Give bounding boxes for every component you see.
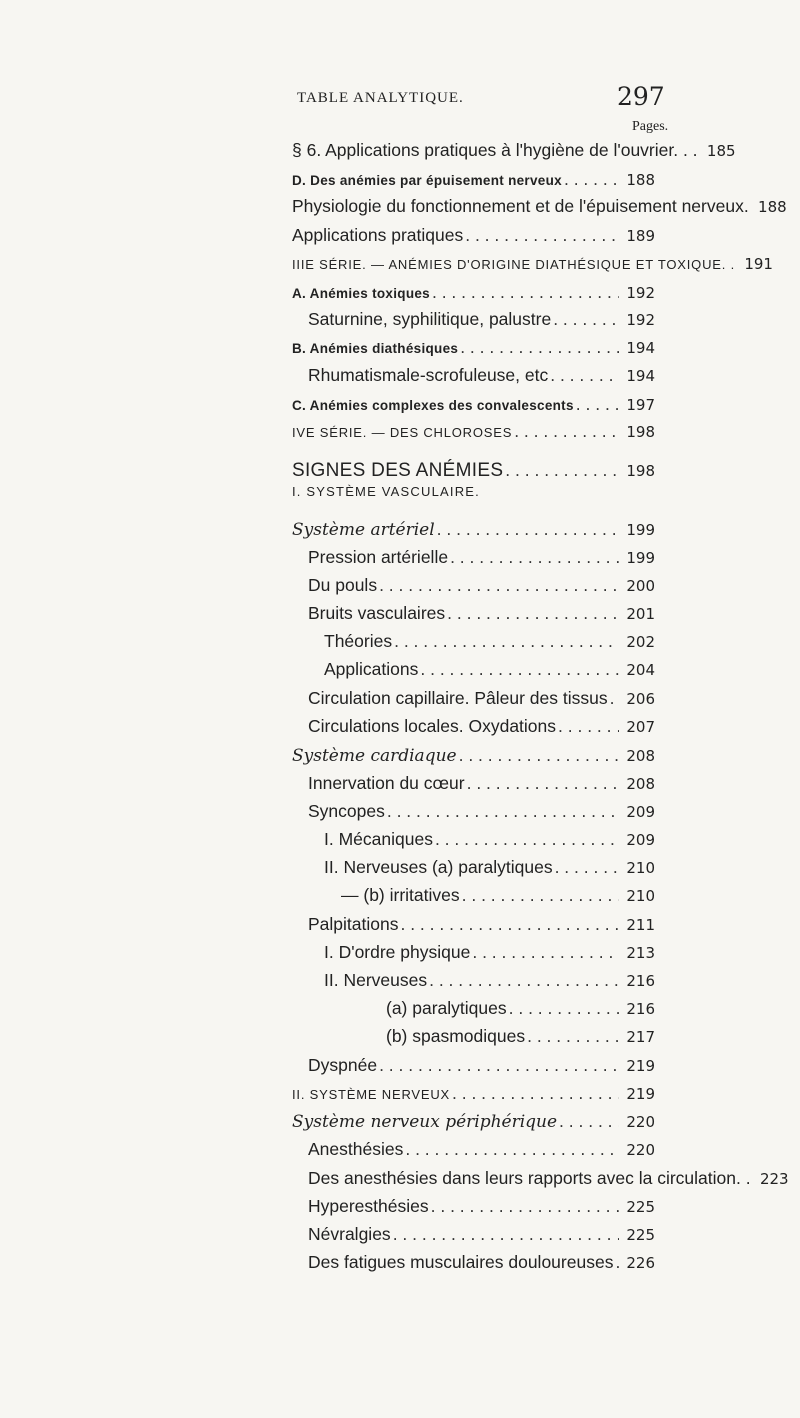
toc-entry-page: 192 xyxy=(626,284,655,302)
toc-entry-page: 192 xyxy=(626,311,655,329)
toc-entry-title: § 6. Applications pratiques à l'hygiène de l'ouvrier. . . xyxy=(292,140,698,160)
toc-entry-page: 189 xyxy=(626,227,655,245)
toc-entry-page: 226 xyxy=(626,1254,655,1272)
toc-entry-page: 188 xyxy=(626,171,655,189)
toc-entry xyxy=(292,196,787,217)
dot-leader xyxy=(550,365,619,386)
toc-entry-page: 199 xyxy=(626,521,655,539)
dot-leader xyxy=(379,1055,619,1076)
toc-entry-title: Circulation capillaire. Pâleur des tissus xyxy=(308,688,608,708)
toc-entry-title: II. Nerveuses (a) paralytiques xyxy=(324,857,553,877)
dot-leader xyxy=(472,942,619,963)
toc-entry xyxy=(308,1196,655,1217)
toc-entry-title: SIGNES DES ANÉMIES xyxy=(292,460,504,481)
dot-leader xyxy=(462,885,619,906)
toc-entry xyxy=(292,460,655,482)
toc-entry xyxy=(292,140,736,161)
toc-entry-title: Anesthésies xyxy=(308,1139,404,1159)
toc-entry xyxy=(292,745,655,766)
toc-entry-title: Syncopes xyxy=(308,801,385,821)
toc-entry xyxy=(308,365,655,386)
toc-entry xyxy=(308,1224,655,1245)
dot-leader xyxy=(452,1083,619,1104)
toc-entry xyxy=(292,519,655,540)
toc-entry xyxy=(308,1055,655,1076)
toc-entry-title: Palpitations xyxy=(308,914,399,934)
toc-entry xyxy=(308,547,655,568)
toc-entry xyxy=(308,309,655,330)
toc-entry-page: 220 xyxy=(626,1141,655,1159)
toc-entry-title: Innervation du cœur xyxy=(308,773,465,793)
toc-entry-page: 207 xyxy=(626,718,655,736)
toc-entry-title: Applications pratiques xyxy=(292,225,464,245)
toc-entry xyxy=(308,1168,789,1189)
dot-leader xyxy=(610,688,619,709)
page-number: 297 xyxy=(617,82,665,111)
toc-entry-title: II. SYSTÈME NERVEUX xyxy=(292,1087,450,1102)
toc-entry xyxy=(292,169,655,190)
toc-entry-page: 194 xyxy=(626,339,655,357)
toc-entry-title: Système nerveux périphérique xyxy=(292,1112,558,1132)
toc-entry-page: 188 xyxy=(758,198,787,216)
dot-leader xyxy=(558,716,619,737)
toc-entry xyxy=(308,1139,655,1160)
toc-entry-title: Saturnine, syphilitique, palustre xyxy=(308,309,552,329)
toc-entry-title: Dyspnée xyxy=(308,1055,378,1075)
toc-entry-title: Applications xyxy=(324,659,419,679)
toc-entry xyxy=(324,631,655,652)
toc-entry-title: Circulations locales. Oxydations xyxy=(308,716,557,736)
toc-entry xyxy=(324,942,655,963)
toc-entry-page: 201 xyxy=(626,605,655,623)
toc-entry xyxy=(292,394,655,415)
dot-leader xyxy=(465,225,619,246)
dot-leader xyxy=(435,829,619,850)
toc-entry-page: 216 xyxy=(626,972,655,990)
toc-entry xyxy=(308,688,655,709)
dot-leader xyxy=(559,1111,619,1132)
toc-entry-page: 194 xyxy=(626,367,655,385)
dot-leader xyxy=(527,1026,619,1047)
dot-leader xyxy=(432,282,619,303)
toc-entry-title: Des fatigues musculaires douloureuses xyxy=(308,1252,614,1272)
toc-entry-title: Système cardiaque xyxy=(292,746,457,766)
toc-entry xyxy=(308,575,655,596)
dot-leader xyxy=(429,970,619,991)
toc-entry-title: A. Anémies toxiques xyxy=(292,286,430,301)
dot-leader xyxy=(450,547,619,568)
dot-leader xyxy=(555,857,619,878)
dot-leader xyxy=(553,309,619,330)
toc-entry-page: 210 xyxy=(626,859,655,877)
toc-entry-page: 225 xyxy=(626,1226,655,1244)
toc-entry-page: 204 xyxy=(626,661,655,679)
dot-leader xyxy=(460,337,619,358)
toc-entry xyxy=(341,885,655,906)
dot-leader xyxy=(400,914,619,935)
toc-entry-title: II. Nerveuses xyxy=(324,970,428,990)
toc-entry xyxy=(292,282,655,303)
toc-entry xyxy=(324,857,655,878)
dot-leader xyxy=(509,998,619,1019)
dot-leader xyxy=(564,169,619,190)
dot-leader xyxy=(387,801,619,822)
dot-leader xyxy=(505,460,619,481)
dot-leader xyxy=(514,421,619,442)
toc-entry xyxy=(292,337,655,358)
dot-leader xyxy=(379,575,619,596)
toc-entry-page: 185 xyxy=(706,142,736,160)
toc-entry-page: 219 xyxy=(626,1057,655,1075)
toc-entry-page: 202 xyxy=(626,633,655,651)
dot-leader xyxy=(394,631,619,652)
toc-entry-page: 191 xyxy=(744,255,773,273)
toc-entry-page: 209 xyxy=(626,831,655,849)
toc-entry-page: 210 xyxy=(626,887,655,905)
toc-entry-title: Pression artérielle xyxy=(308,547,449,567)
toc-entry-title: Théories xyxy=(324,631,393,651)
toc-entry-title: — (b) irritatives xyxy=(341,885,460,905)
section-heading-vascular: I. SYSTÈME VASCULAIRE. xyxy=(292,484,480,499)
toc-entry xyxy=(292,253,773,274)
dot-leader xyxy=(459,745,619,766)
toc-entry-page: 223 xyxy=(759,1170,789,1188)
toc-entry xyxy=(308,603,655,624)
toc-entry xyxy=(308,773,655,794)
toc-entry-title: B. Anémies diathésiques xyxy=(292,341,459,356)
toc-entry xyxy=(292,421,655,442)
toc-entry xyxy=(386,1026,655,1047)
toc-entry-title: (a) paralytiques xyxy=(386,998,507,1018)
toc-entry-page: 220 xyxy=(626,1113,655,1131)
toc-entry xyxy=(386,998,655,1019)
toc-entry xyxy=(324,829,655,850)
toc-entry-page: 198 xyxy=(626,423,655,441)
toc-entry-page: 197 xyxy=(626,396,655,414)
toc-entry-title: D. Des anémies par épuisement nerveux xyxy=(292,173,562,188)
toc-entry-page: 213 xyxy=(626,944,655,962)
toc-entry-page: 198 xyxy=(626,462,655,480)
dot-leader xyxy=(447,603,619,624)
toc-entry xyxy=(324,659,655,680)
toc-entry-title: Système artériel xyxy=(292,520,435,540)
toc-entry-page: 208 xyxy=(626,775,655,793)
toc-entry xyxy=(292,1111,655,1132)
dot-leader xyxy=(420,659,619,680)
toc-entry-page: 219 xyxy=(626,1085,655,1103)
toc-entry-title: (b) spasmodiques xyxy=(386,1026,526,1046)
toc-entry xyxy=(308,716,655,737)
toc-entry-title: IVE SÉRIE. — DES CHLOROSES xyxy=(292,425,513,440)
toc-entry-title: C. Anémies complexes des convalescents xyxy=(292,398,574,413)
toc-entry-title: Hyperesthésies xyxy=(308,1196,429,1216)
toc-entry-page: 208 xyxy=(626,747,655,765)
toc-entry-title: I. D'ordre physique xyxy=(324,942,471,962)
toc-entry xyxy=(324,970,655,991)
toc-entry xyxy=(292,1083,655,1104)
toc-entry-page: 211 xyxy=(626,916,655,934)
dot-leader xyxy=(393,1224,619,1245)
toc-entry-page: 206 xyxy=(626,690,655,708)
dot-leader xyxy=(437,519,619,540)
toc-entry-title: Des anesthésies dans leurs rapports avec la circulation. . xyxy=(308,1168,751,1188)
toc-entry xyxy=(308,1252,655,1273)
toc-entry-page: 199 xyxy=(626,549,655,567)
toc-entry-page: 217 xyxy=(626,1028,655,1046)
toc-entry-title: Névralgies xyxy=(308,1224,391,1244)
toc-entry xyxy=(292,225,655,246)
toc-entry-title: Bruits vasculaires xyxy=(308,603,446,623)
toc-entry-page: 209 xyxy=(626,803,655,821)
dot-leader xyxy=(431,1196,619,1217)
dot-leader xyxy=(576,394,619,415)
toc-entry-title: Physiologie du fonctionnement et de l'épuisement nerveux. xyxy=(292,196,749,216)
toc-entry xyxy=(308,801,655,822)
dot-leader xyxy=(467,773,619,794)
running-header-title: TABLE ANALYTIQUE. xyxy=(297,90,464,106)
toc-entry-page: 225 xyxy=(626,1198,655,1216)
toc-entry-title: IIIE SÉRIE. — ANÉMIES D'ORIGINE DIATHÉSIQUE ET TOXIQUE. . xyxy=(292,257,735,272)
toc-entry-title: I. Mécaniques xyxy=(324,829,433,849)
dot-leader xyxy=(405,1139,619,1160)
pages-column-label: Pages. xyxy=(632,119,669,134)
toc-entry xyxy=(308,914,655,935)
toc-entry-title: Rhumatismale-scrofuleuse, etc xyxy=(308,365,549,385)
toc-entry-page: 216 xyxy=(626,1000,655,1018)
toc-entry-page: 200 xyxy=(626,577,655,595)
toc-entry-title: Du pouls xyxy=(308,575,378,595)
